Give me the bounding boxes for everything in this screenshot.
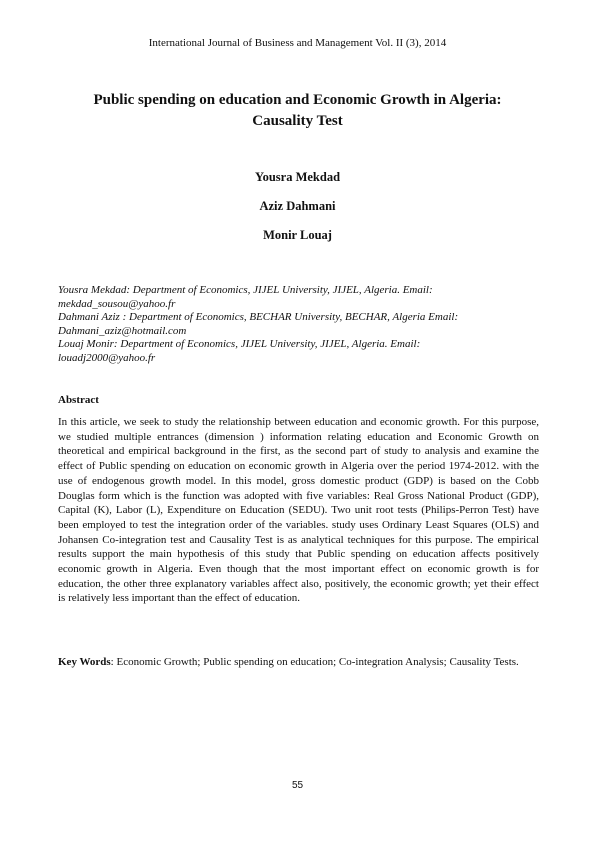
keywords-list: : Economic Growth; Public spending on education; Co-integration Analysis; Causality Tests. bbox=[110, 656, 519, 668]
affiliation-email: mekdad_sousou@yahoo.fr bbox=[58, 297, 176, 310]
journal-header: International Journal of Business and Management Vol. II (3), 2014 bbox=[148, 37, 447, 49]
affiliation-line: Dahmani Aziz : Department of Economics, BECHAR University, BECHAR, Algeria Email: bbox=[58, 311, 459, 324]
affiliation-email: Dahmani_aziz@hotmail.com bbox=[58, 324, 187, 337]
author-name: Yousra Mekdad bbox=[254, 170, 341, 184]
affiliation-line: Yousra Mekdad: Department of Economics, JIJEL University, JIJEL, Algeria. Email: bbox=[58, 284, 433, 296]
keywords-label: Key Words bbox=[58, 656, 111, 668]
title-line-2: Causality Test bbox=[252, 113, 343, 129]
author-name: Monir Louaj bbox=[263, 228, 332, 242]
affiliation-email: louadj2000@yahoo.fr bbox=[58, 351, 156, 364]
author-name: Aziz Dahmani bbox=[259, 199, 336, 213]
abstract-heading: Abstract bbox=[58, 394, 99, 406]
page-number: 55 bbox=[291, 780, 304, 791]
title-line-1: Public spending on education and Economic Growth in Algeria: bbox=[93, 92, 502, 108]
affiliation-line: Louaj Monir: Department of Economics, JIJEL University, JIJEL, Algeria. Email: bbox=[58, 338, 421, 351]
keywords-paragraph bbox=[58, 655, 539, 670]
article-title bbox=[60, 90, 535, 132]
author-affiliations bbox=[58, 284, 538, 366]
abstract-body: In this article, we seek to study the relationship between education and economic growth. For this purpose, we studied multiple entrances (dimension ) information relating education and Economic Growth on theoretical and empirical background in the first, as the second part of study to analysis and examine the effect of Public spending on education on economic growth in Algeria over the period 1974-2012. with the use of endogenous growth model. In this model, gross domestic product (GDP) is based on the Cobb Douglas form which is the function was adopted with five variables: Real Gross National Product (GDP), Capital (K), Labor (L), Expenditure on Education (SEDU). Two unit root tests (Philips-Perron Test) have been employed to test the integration order of the variables. study uses Ordinary Least Squares (OLS) and Johansen Co-integration test and Causality Test is as analytical techniques for this purpose. The empirical results support the main hypothesis of this study that Public spending on education affects positively economic growth in Algeria. Even though that the most important effect on economic growth is for education, the other three explanatory variables affect also, positively, the economic growth; yet their effect is relatively less important than the effect of education. bbox=[58, 416, 539, 605]
